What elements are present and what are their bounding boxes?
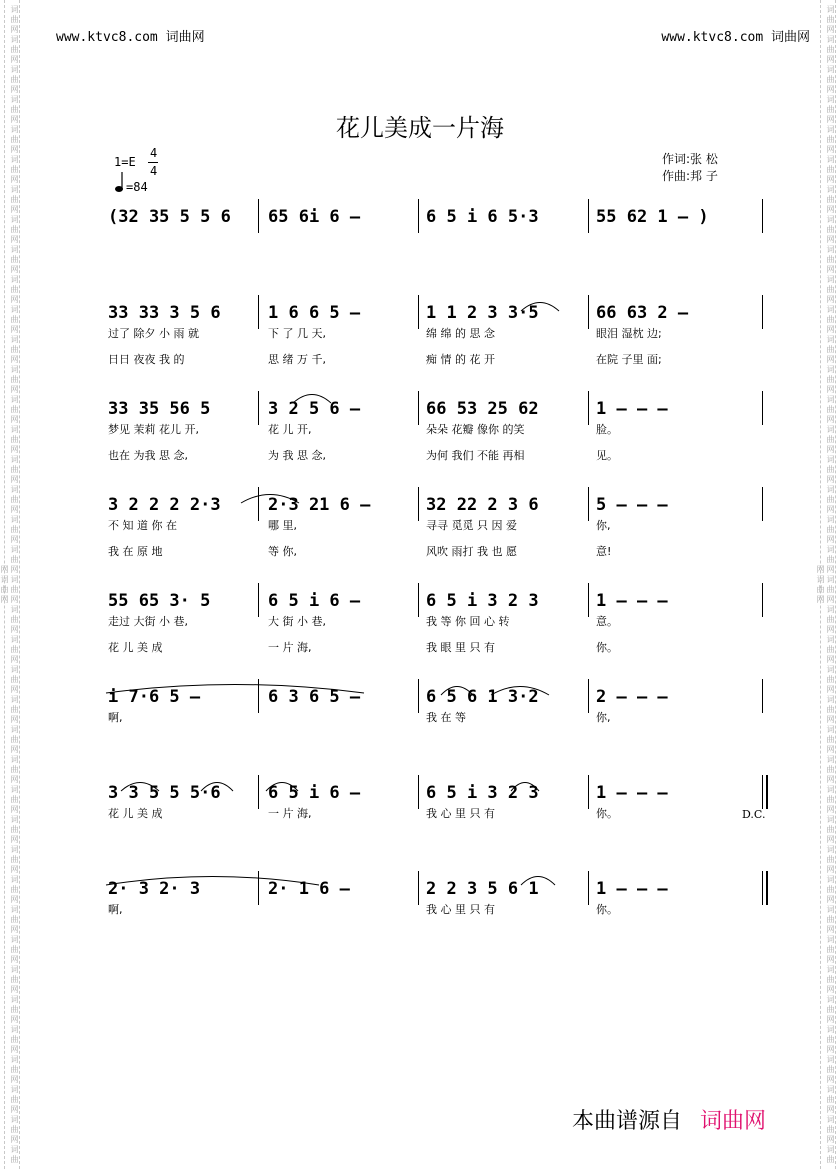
- source-footer-brand[interactable]: 词曲网: [700, 1109, 767, 1134]
- bar-line: [258, 199, 259, 233]
- bar-line: [762, 583, 763, 617]
- lyric-verse-1: 绵 绵 的 思 念: [426, 327, 495, 340]
- bar-line: [418, 487, 419, 521]
- credits: [662, 151, 718, 185]
- lyric-verse-1: 花 儿 美 成: [108, 807, 163, 820]
- lyric-verse-1: 你,: [596, 519, 611, 532]
- bar-line: [418, 775, 419, 809]
- bar-line: [258, 679, 259, 713]
- measure-notes: 1 6 6 5 —: [268, 303, 361, 323]
- final-bar-line: [766, 871, 768, 905]
- da-capo-mark: D.C.: [742, 808, 766, 821]
- bar-line: [588, 583, 589, 617]
- bar-line: [588, 775, 589, 809]
- bar-line: [258, 391, 259, 425]
- measure-notes: 65 6i 6 —: [268, 207, 361, 227]
- lyric-verse-2: 在院 子里 面;: [596, 353, 662, 366]
- lyric-verse-1: 眼泪 湿枕 边;: [596, 327, 662, 340]
- lyric-verse-1: 你。: [596, 807, 618, 820]
- lyric-verse-1: 意。: [596, 615, 618, 628]
- time-signature-bottom: 4: [150, 164, 158, 178]
- measure-notes: 32 22 2 3 6: [426, 495, 539, 515]
- measure-notes: 3 3 5 5 5·6: [108, 783, 221, 803]
- song-title: 花儿美成一片海: [336, 114, 504, 142]
- lyric-verse-1: 啊,: [108, 903, 123, 916]
- lyric-verse-1: 不 知 道 你 在: [108, 519, 177, 532]
- bar-line: [258, 583, 259, 617]
- lyric-verse-1: 我 心 里 只 有: [426, 807, 495, 820]
- measure-notes: 2· 1 6 —: [268, 879, 350, 899]
- lyric-verse-1: 你,: [596, 711, 611, 724]
- lyric-verse-2: 思 绪 万 千,: [268, 353, 326, 366]
- measure-notes: 2 2 3 5 6 1: [426, 879, 539, 899]
- lyric-verse-1: 花 儿 开,: [268, 423, 312, 436]
- measure-notes: 1 — — —: [596, 783, 668, 803]
- bar-line: [588, 871, 589, 905]
- measure-notes: 5 — — —: [596, 495, 668, 515]
- bar-line: [762, 871, 763, 905]
- lyric-verse-2: 你。: [596, 641, 618, 654]
- lyric-verse-2: 我 在 原 地: [108, 545, 163, 558]
- source-footer-text: 本曲谱源自: [572, 1109, 683, 1134]
- header-site-link-left[interactable]: www.ktvc8.com 词曲网: [56, 30, 205, 45]
- quarter-note-icon: [113, 170, 127, 194]
- lyric-verse-1: 梦见 茉莉 花儿 开,: [108, 423, 199, 436]
- bar-line: [762, 775, 763, 809]
- measure-notes: (32 35 5 5 6: [108, 207, 231, 227]
- lyric-verse-1: 大 街 小 巷,: [268, 615, 326, 628]
- measure-notes: 3 2 5 6 —: [268, 399, 361, 419]
- lyric-verse-1: 我 等 你 回 心 转: [426, 615, 510, 628]
- lyric-verse-1: 脸。: [596, 423, 618, 436]
- bar-line: [418, 199, 419, 233]
- measure-notes: 2·3 21 6 —: [268, 495, 371, 515]
- lyric-verse-1: 朵朵 花瓣 像你 的笑: [426, 423, 525, 436]
- bar-line: [258, 871, 259, 905]
- lyric-verse-1: 下 了 几 天,: [268, 327, 326, 340]
- bar-line: [588, 487, 589, 521]
- bar-line: [258, 295, 259, 329]
- time-signature-rule: [148, 162, 158, 163]
- measure-notes: 1 — — —: [596, 879, 668, 899]
- measure-notes: 1 — — —: [596, 591, 668, 611]
- key-signature: 1=E: [114, 155, 136, 169]
- bar-line: [418, 391, 419, 425]
- lyric-verse-2: 日日 夜夜 我 的: [108, 353, 185, 366]
- lyric-verse-2: 风吹 雨打 我 也 愿: [426, 545, 517, 558]
- final-bar-line: [766, 775, 768, 809]
- lyric-verse-1: 一 片 海,: [268, 807, 312, 820]
- measure-notes: 33 35 56 5: [108, 399, 211, 419]
- lyric-verse-2: 痴 情 的 花 开: [426, 353, 495, 366]
- lyric-verse-2: 见。: [596, 449, 618, 462]
- bar-line: [762, 679, 763, 713]
- bar-line: [762, 391, 763, 425]
- measure-notes: 6 3 6 5 —: [268, 687, 361, 707]
- bar-line: [418, 295, 419, 329]
- source-footer: [572, 1104, 766, 1135]
- lyric-verse-1: 我 在 等: [426, 711, 466, 724]
- lyric-verse-1: 啊,: [108, 711, 123, 724]
- bar-line: [762, 487, 763, 521]
- measure-notes: i 7·6 5 —: [108, 687, 201, 707]
- right-watermark-strip: 词曲网词曲网词曲网词曲网词曲网词曲网词曲网词曲网词曲网词曲网词曲网词曲网词曲网词曲网词曲网词曲网词曲网词曲网词曲网词曲网词曲网词曲网词曲网词曲网词曲网词曲网词曲网词曲网词曲网词曲网词曲网词曲网词曲网词曲网词曲网词曲网词曲网词曲网词曲网词曲网: [820, 0, 836, 1169]
- left-watermark-strip: 词曲网词曲网词曲网词曲网词曲网词曲网词曲网词曲网词曲网词曲网词曲网词曲网词曲网词曲网词曲网词曲网词曲网词曲网词曲网词曲网词曲网词曲网词曲网词曲网词曲网词曲网词曲网词曲网词曲网词曲网词曲网词曲网词曲网词曲网词曲网词曲网词曲网词曲网词曲网词曲网: [4, 0, 20, 1169]
- time-signature-top: 4: [150, 146, 158, 160]
- lyric-verse-2: 一 片 海,: [268, 641, 312, 654]
- lyric-verse-2: 意!: [596, 545, 612, 558]
- bar-line: [418, 871, 419, 905]
- tempo-marking: =84: [126, 180, 148, 194]
- measure-notes: 1 1 2 3 3·5: [426, 303, 539, 323]
- measure-notes: 6 5 i 6 —: [268, 591, 361, 611]
- lyric-verse-2: 我 眼 里 只 有: [426, 641, 495, 654]
- measure-notes: 3 2 2 2 2·3: [108, 495, 221, 515]
- measure-notes: 33 33 3 5 6: [108, 303, 221, 323]
- bar-line: [418, 583, 419, 617]
- lyric-verse-2: 为何 我们 不能 再相: [426, 449, 525, 462]
- bar-line: [588, 679, 589, 713]
- measure-notes: 6 5 i 3 2 3: [426, 783, 539, 803]
- lyric-verse-2: 花 儿 美 成: [108, 641, 163, 654]
- measure-notes: 6 5 6 1 3·2: [426, 687, 539, 707]
- measure-notes: 66 53 25 62: [426, 399, 539, 419]
- measure-notes: 2· 3 2· 3: [108, 879, 201, 899]
- lyric-verse-2: 等 你,: [268, 545, 297, 558]
- bar-line: [418, 679, 419, 713]
- bar-line: [588, 391, 589, 425]
- lyric-verse-2: 也在 为我 思 念,: [108, 449, 188, 462]
- header-site-link-right[interactable]: www.ktvc8.com 词曲网: [661, 30, 810, 45]
- lyricist-credit: 作词:张 松: [662, 152, 718, 166]
- lyric-verse-1: 走过 大街 小 巷,: [108, 615, 188, 628]
- measure-notes: 6 5 i 3 2 3: [426, 591, 539, 611]
- lyric-verse-1: 我 心 里 只 有: [426, 903, 495, 916]
- composer-credit: 作曲:邦 子: [662, 169, 718, 183]
- bar-line: [258, 487, 259, 521]
- measure-notes: 1 — — —: [596, 399, 668, 419]
- bar-line: [588, 199, 589, 233]
- bar-line: [762, 295, 763, 329]
- measure-notes: 66 63 2 —: [596, 303, 689, 323]
- lyric-verse-1: 你。: [596, 903, 618, 916]
- measure-notes: 2 — — —: [596, 687, 668, 707]
- bar-line: [258, 775, 259, 809]
- lyric-verse-2: 为 我 思 念,: [268, 449, 326, 462]
- lyric-verse-1: 寻寻 觅觅 只 因 爱: [426, 519, 517, 532]
- measure-notes: 55 62 1 — ): [596, 207, 709, 227]
- bar-line: [762, 199, 763, 233]
- measure-notes: 6 5 i 6 —: [268, 783, 361, 803]
- measure-notes: 55 65 3· 5: [108, 591, 211, 611]
- measure-notes: 6 5 i 6 5·3: [426, 207, 539, 227]
- bar-line: [588, 295, 589, 329]
- lyric-verse-1: 过了 除夕 小 雨 就: [108, 327, 199, 340]
- lyric-verse-1: 哪 里,: [268, 519, 297, 532]
